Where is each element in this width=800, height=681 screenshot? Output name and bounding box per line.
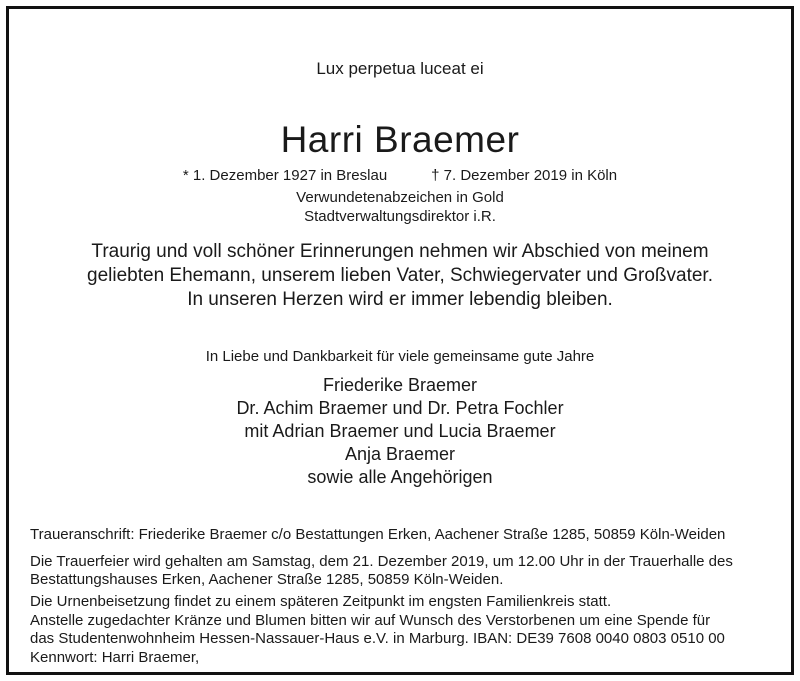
donation-info-line: das Studentenwohnheim Hessen-Nassauer-Haus e.V. in Marburg. IBAN: DE39 7608 0040 0803 0510 00 xyxy=(30,630,725,647)
mourning-address: Traueranschrift: Friederike Braemer c/o Bestattungen Erken, Aachener Straße 1285, 50859 Köln-Weiden xyxy=(30,526,726,543)
burial-info-line: Die Urnenbeisetzung findet zu einem späteren Zeitpunkt im engsten Familienkreis statt. xyxy=(30,593,612,610)
service-info-line: Bestattungshauses Erken, Aachener Straße 1285, 50859 Köln-Weiden. xyxy=(30,571,504,588)
donation-keyword-line: Kennwort: Harri Braemer, xyxy=(30,649,200,666)
obituary-notice xyxy=(6,6,794,675)
message-line: In unseren Herzen wird er immer lebendig bleiben. xyxy=(187,289,613,310)
title-line: Stadtverwaltungsdirektor i.R. xyxy=(304,208,496,225)
deceased-name: Harri Braemer xyxy=(280,119,520,160)
family-member: Friederike Braemer xyxy=(322,375,478,395)
message-line: geliebten Ehemann, unserem lieben Vater, Schwiegervater und Großvater. xyxy=(87,265,713,286)
honor-line: Verwundetenabzeichen in Gold xyxy=(296,189,504,206)
thanks-line: In Liebe und Dankbarkeit für viele gemeinsame gute Jahre xyxy=(205,348,595,365)
life-dates xyxy=(9,167,791,184)
family-member: Dr. Achim Braemer und Dr. Petra Fochler xyxy=(236,398,564,418)
death-date: † 7. Dezember 2019 in Köln xyxy=(431,167,618,184)
family-member: mit Adrian Braemer und Lucia Braemer xyxy=(244,421,556,441)
message-line: Traurig und voll schöner Erinnerungen nehmen wir Abschied von meinem xyxy=(91,241,709,262)
birth-date: * 1. Dezember 1927 in Breslau xyxy=(182,167,388,184)
service-info-line: Die Trauerfeier wird gehalten am Samstag, dem 21. Dezember 2019, um 12.00 Uhr in der Trauerhalle des xyxy=(30,553,733,570)
motto: Lux perpetua luceat ei xyxy=(316,59,484,78)
relatives-line: sowie alle Angehörigen xyxy=(307,467,493,487)
donation-info-line: Anstelle zugedachter Kränze und Blumen bitten wir auf Wunsch des Verstorbenen um eine Spende für xyxy=(30,612,711,629)
family-member: Anja Braemer xyxy=(344,444,456,464)
